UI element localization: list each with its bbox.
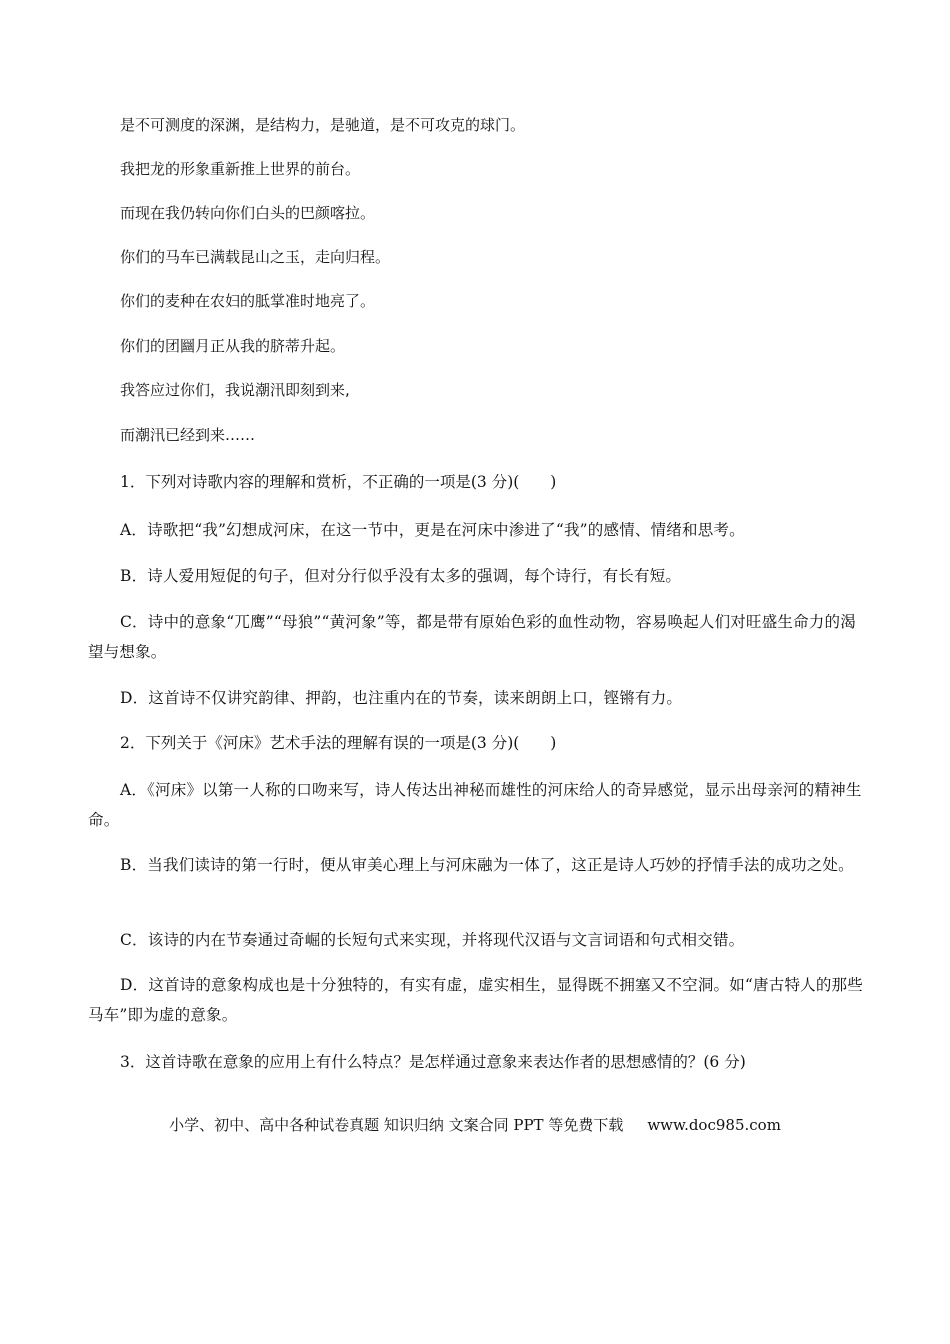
footer-text: 小学、初中、高中各种试卷真题 知识归纳 文案合同 PPT 等免费下载 <box>169 1116 624 1134</box>
question-2-option-d: D．这首诗的意象构成也是十分独特的，有实有虚，虚实相生，显得既不拥塞又不空洞。如“唐古特人的那些马车”即为虚的意象。 <box>88 976 863 1024</box>
poem-line: 你们的马车已满载昆山之玉，走向归程。 <box>120 248 391 266</box>
question-2-option-b: B．当我们读诗的第一行时，便从审美心理上与河床融为一体了，这正是诗人巧妙的抒情手法的成功之处。 <box>120 856 854 874</box>
poem-line: 我把龙的形象重新推上世界的前台。 <box>120 160 361 178</box>
poem-line: 而现在我仍转向你们白头的巴颜喀拉。 <box>120 204 376 222</box>
question-2-option-c: C．该诗的内在节奏通过奇崛的长短句式来实现，并将现代汉语与文言词语和句式相交错。 <box>120 931 745 949</box>
question-2-stem: 2．下列关于《河床》艺术手法的理解有误的一项是(3 分)( ) <box>120 734 557 752</box>
poem-line: 我答应过你们，我说潮汛即刻到来, <box>120 381 350 399</box>
poem-line: 你们的麦种在农妇的胝掌准时地亮了。 <box>120 292 376 310</box>
question-1-option-d: D．这首诗不仅讲究韵律、押韵，也注重内在的节奏，读来朗朗上口，铿锵有力。 <box>120 689 683 707</box>
question-3-stem: 3．这首诗歌在意象的应用上有什么特点？是怎样通过意象来表达作者的思想感情的？(6 分) <box>120 1053 746 1071</box>
poem-line: 而潮汛已经到来…… <box>120 426 256 444</box>
poem-line: 你们的团圝月正从我的脐蒂升起。 <box>120 337 346 355</box>
question-1-stem: 1．下列对诗歌内容的理解和赏析，不正确的一项是(3 分)( ) <box>120 473 557 491</box>
poem-line: 是不可测度的深渊，是结构力，是驰道，是不可攻克的球门。 <box>120 116 526 134</box>
page-footer <box>0 1115 950 1135</box>
footer-url[interactable]: www.doc985.com <box>647 1116 781 1134</box>
question-1-option-a: A．诗歌把“我”幻想成河床，在这一节中，更是在河床中渗进了“我”的感情、情绪和思考。 <box>120 521 745 539</box>
question-2-option-a: A．《河床》以第一人称的口吻来写，诗人传达出神秘而雄性的河床给人的奇异感觉，显示出母亲河的精神生命。 <box>88 781 862 829</box>
question-1-option-c: C．诗中的意象“兀鹰”“母狼”“黄河象”等，都是带有原始色彩的血性动物，容易唤起人们对旺盛生命力的渴望与想象。 <box>88 613 856 661</box>
question-1-option-b: B．诗人爱用短促的句子，但对分行似乎没有太多的强调，每个诗行，有长有短。 <box>120 567 682 585</box>
